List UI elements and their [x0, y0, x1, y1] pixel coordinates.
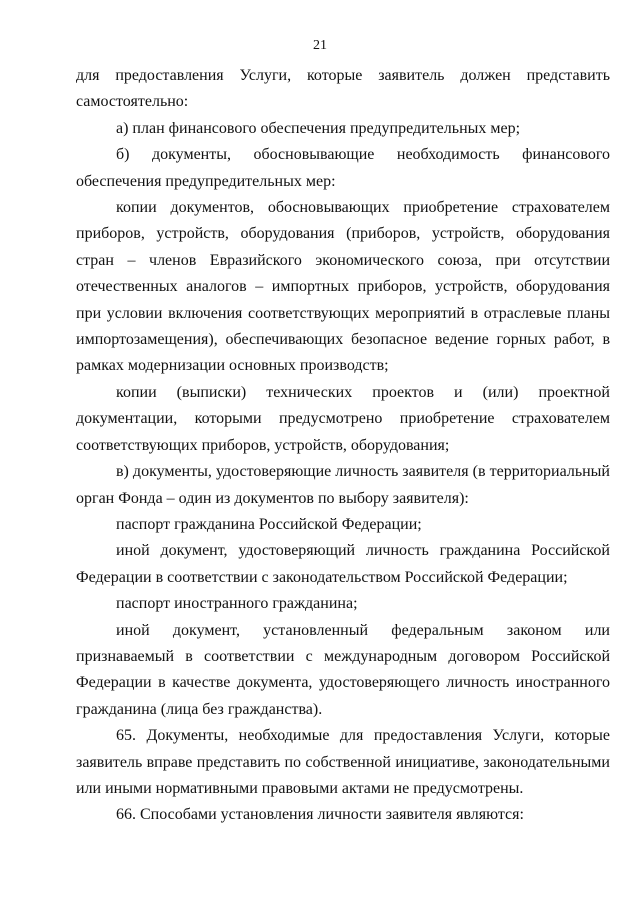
paragraph-item-a: а) план финансового обеспечения предупредительных мер; — [116, 119, 521, 137]
page-number: 21 — [313, 38, 327, 53]
paragraph-other-document-foreign: иной документ, установленный федеральным законом или признаваемый в соответствии с международным договором Российской Федерации в качестве документа, удостоверяющего личность иностранного гражданина (лица без гражданства). — [76, 621, 610, 718]
paragraph-continuation: для предоставления Услуги, которые заявитель должен представить самостоятельно: — [76, 67, 610, 111]
paragraph-copies-projects: копии (выписки) технических проектов и (или) проектной документации, которыми предусмотрено приобретение страхователем соответствующих приборов, устройств, оборудования; — [76, 383, 610, 454]
paragraph-item-b: б) документы, обосновывающие необходимость финансового обеспечения предупредительных мер: — [76, 146, 610, 190]
paragraph-copies-documents: копии документов, обосновывающих приобретение страхователем приборов, устройств, оборудования (приборов, устройств, оборудования стран – членов Евразийского экономического союза, при отсутствии отечественных аналогов – импортных приборов, устройств, оборудования при условии включения соответствующих мероприятий в отраслевые планы импортозамещения), обеспечивающих безопасное ведение горных работ, в рамках модернизации основных производств; — [76, 199, 610, 375]
paragraph-clause-65: 65. Документы, необходимые для предоставления Услуги, которые заявитель вправе представить по собственной инициативе, законодательными или иными нормативными правовыми актами не предусмотрены. — [76, 727, 610, 797]
document-body — [76, 63, 610, 829]
paragraph-other-document-rf: иной документ, удостоверяющий личность гражданина Российской Федерации в соответствии с законодательством Российской Федерации; — [76, 542, 610, 586]
paragraph-passport-foreign: паспорт иностранного гражданина; — [116, 595, 358, 613]
paragraph-item-v: в) документы, удостоверяющие личность заявителя (в территориальный орган Фонда – один из документов по выбору заявителя): — [76, 463, 610, 507]
paragraph-clause-66: 66. Способами установления личности заявителя являются: — [116, 806, 524, 824]
paragraph-passport-rf: паспорт гражданина Российской Федерации; — [116, 515, 422, 533]
